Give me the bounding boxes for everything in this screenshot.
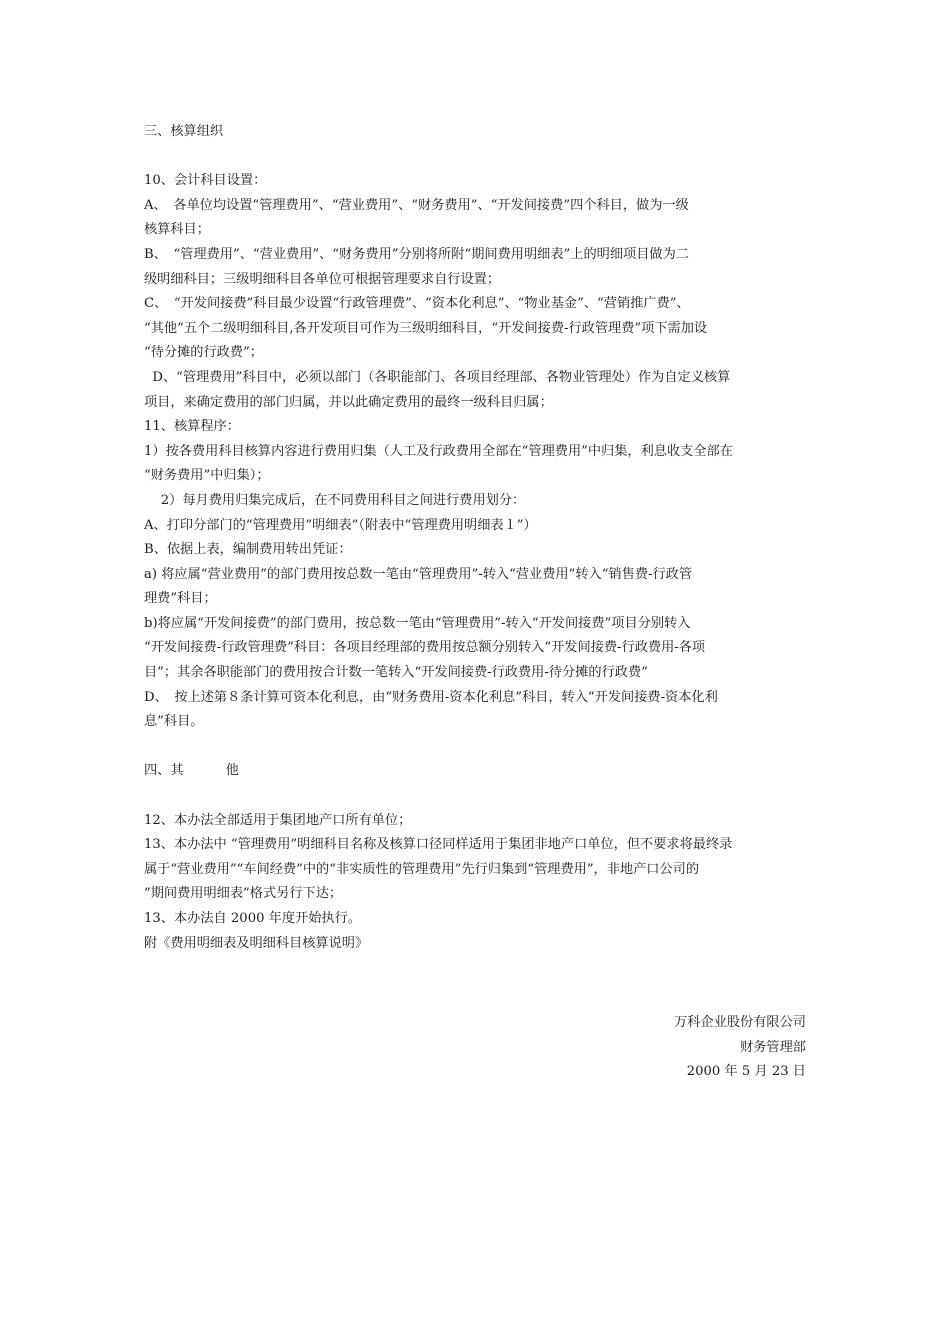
paragraph-line: a) 将应属“营业费用”的部门费用按总数一笔由“管理费用”-转入“营业费用”转入“销售费-行政管 xyxy=(144,566,693,582)
document-body xyxy=(144,120,806,956)
spacer xyxy=(144,735,806,760)
paragraph-line: 2）每月费用归集完成后，在不同费用科目之间进行费用划分： xyxy=(144,492,526,508)
paragraph-line: “财务费用”中归集）； xyxy=(144,468,270,484)
department-name: 财务管理部 xyxy=(740,1039,806,1055)
paragraph-line: 1）按各费用科目核算内容进行费用归集（人工及行政费用全部在“管理费用”中归集，利息收支全部在 xyxy=(144,443,733,459)
paragraph-line: 核算科目； xyxy=(144,222,210,238)
company-name: 万科企业股份有限公司 xyxy=(674,1015,806,1030)
section-heading-part: 四、其 xyxy=(144,763,184,779)
attachment-note: 附《费用明细表及明细科目核算说明》 xyxy=(144,935,369,951)
paragraph-line: 理费”科目； xyxy=(144,591,217,607)
paragraph-line: b)将应属“开发间接费”的部门费用，按总数一笔由“管理费用”-转入“开发间接费”项目分别转入 xyxy=(144,615,691,631)
paragraph-line: B、依据上表，编制费用转出凭证： xyxy=(144,542,352,558)
section-heading xyxy=(144,759,806,784)
signature-block xyxy=(674,1011,806,1085)
paragraph-line: “期间费用明细表”格式另行下达； xyxy=(144,886,343,902)
paragraph-line: C、 “开发间接费”科目最少设置“行政管理费”、“资本化利息”、“物业基金”、“营销推广费”、 xyxy=(144,296,690,312)
paragraph-line: A、打印分部门的“管理费用”明细表”（附表中“管理费用明细表１”） xyxy=(144,517,537,533)
paragraph-title: 11、核算程序： xyxy=(144,419,240,435)
paragraph-line: 属于“营业费用”“车间经费”中的“非实质性的管理费用”先行归集到“管理费用”，非地产口公司的 xyxy=(144,861,700,877)
paragraph-line: A、 各单位均设置“管理费用”、“营业费用”、“财务费用”、“开发间接费”四个科目，做为一级 xyxy=(144,197,689,213)
paragraph-line: 级明细科目；三级明细科目各单位可根据管理要求自行设置； xyxy=(144,271,501,287)
document-date: 2000 年 5 月 23 日 xyxy=(686,1064,806,1080)
paragraph-line: 息”科目。 xyxy=(144,714,204,730)
paragraph-line: 12、本办法全部适用于集团地产口所有单位； xyxy=(144,812,412,828)
paragraph-line: “待分摊的行政费”； xyxy=(144,345,263,361)
spacer xyxy=(144,784,806,809)
section-heading-part: 他 xyxy=(225,763,239,779)
paragraph-line: D、“管理费用”科目中，必须以部门（各职能部门、各项目经理部、各物业管理处）作为自定义核算 xyxy=(144,369,731,385)
paragraph-line: 13、本办法自 2000 年度开始执行。 xyxy=(144,911,361,926)
paragraph-line: B、 “管理费用”、“营业费用”、“财务费用”分别将所附“期间费用明细表”上的明细项目做为二 xyxy=(144,246,689,262)
paragraph-line: “开发间接费-行政管理费”科目：各项目经理部的费用按总额分别转入“开发间接费-行政费用-各项 xyxy=(144,640,706,656)
paragraph-title: 10、会计科目设置： xyxy=(144,173,267,189)
paragraph-line: “其他”五个二级明细科目,各开发项目可作为三级明细科目，“开发间接费-行政管理费”项下需加设 xyxy=(144,320,708,336)
paragraph-line: D、 按上述第８条计算可资本化利息，由“财务费用-资本化利息”科目，转入“开发间接费-资本化利 xyxy=(144,689,718,705)
paragraph-line: 项目，来确定费用的部门归属，并以此确定费用的最终一级科目归属； xyxy=(144,394,553,410)
paragraph-line: 目”；其余各职能部门的费用按合计数一笔转入“开发间接费-行政费用-待分摊的行政费” xyxy=(144,665,648,681)
paragraph-line: 13、本办法中 “管理费用”明细科目名称及核算口径同样适用于集团非地产口单位，但不要求将最终录 xyxy=(144,837,733,853)
spacer xyxy=(144,145,806,170)
section-heading: 三、核算组织 xyxy=(144,124,224,139)
